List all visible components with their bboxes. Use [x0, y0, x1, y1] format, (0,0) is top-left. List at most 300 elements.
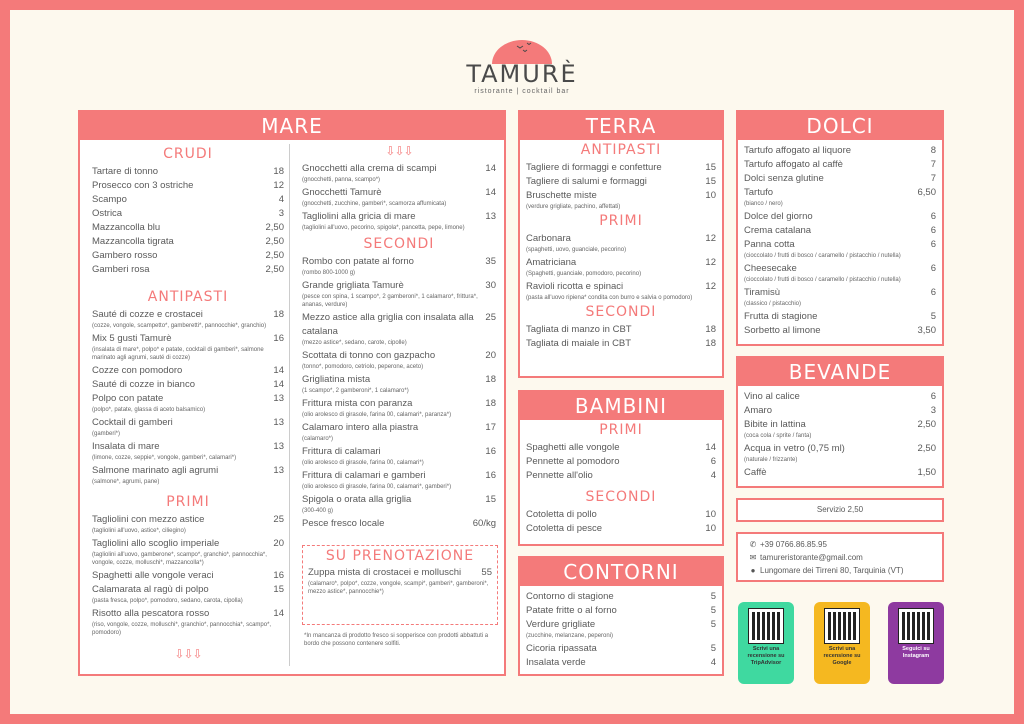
menu-item [92, 249, 284, 263]
item-price: 6 [930, 239, 936, 250]
contact-phone-row[interactable] [746, 538, 934, 551]
item-description: (spaghetti, uovo, guanciale, pecorino) [526, 247, 627, 253]
item-name: Tagliere di salumi e formaggi [526, 176, 647, 187]
item-price: 6 [710, 456, 716, 467]
location-pin-icon: ● [750, 566, 756, 575]
menu-item [526, 469, 716, 483]
contorni-list [520, 586, 722, 670]
prenotazione-heading: SU PRENOTAZIONE [325, 548, 475, 564]
menu-item [302, 186, 496, 200]
item-name: Risotto alla pescatora rosso [92, 608, 210, 619]
item-price: 12 [705, 281, 716, 292]
item-price: 6 [930, 287, 936, 298]
item-name: Amatriciana [526, 257, 577, 268]
menu-item [526, 232, 716, 246]
menu-item [92, 207, 284, 221]
primi-heading: PRIMI [166, 494, 210, 510]
item-name: Amaro [744, 405, 772, 416]
menu-item [302, 373, 496, 387]
item-name: Grande grigliata Tamurè [302, 280, 404, 291]
menu-item [92, 464, 284, 478]
item-price: 16 [273, 570, 284, 581]
item-price: 18 [485, 398, 496, 409]
menu-item [744, 310, 936, 324]
item-name: Cozze con pomodoro [92, 365, 183, 376]
menu-item [744, 418, 936, 432]
item-price: 16 [485, 446, 496, 457]
terra-primi-list [526, 232, 716, 302]
mare-col-left [92, 144, 284, 661]
item-price: 7 [930, 173, 936, 184]
terra-primi-heading: PRIMI [599, 213, 643, 229]
menu-item [526, 189, 716, 203]
item-price: 6 [930, 211, 936, 222]
bevande-list [738, 386, 942, 480]
item-name: Patate fritte o al forno [526, 605, 617, 616]
item-description: (zucchine, melanzane, peperoni) [526, 633, 614, 639]
brand-name: TAMURÈ [466, 60, 578, 88]
item-name: Calamaro intero alla piastra [302, 422, 419, 433]
menu-item [302, 279, 496, 293]
bambini-panel [518, 390, 724, 546]
item-price: 6 [930, 391, 936, 402]
item-price: 6,50 [917, 187, 936, 198]
menu-item [302, 493, 496, 507]
item-price: 2,50 [917, 443, 936, 454]
menu-item [302, 517, 496, 531]
item-price: 6 [930, 225, 936, 236]
item-name: Frittura mista con paranza [302, 398, 413, 409]
terra-antipasti-heading: ANTIPASTI [580, 142, 662, 158]
contact-phone: +39 0766.86.85.95 [760, 540, 827, 549]
item-name: Cicoria ripassata [526, 643, 597, 654]
menu-item [92, 193, 284, 207]
crudi-heading: CRUDI [163, 146, 213, 162]
item-price: 20 [485, 350, 496, 361]
qr-code-icon [899, 609, 933, 643]
menu-item [744, 186, 936, 200]
menu-item [526, 441, 716, 455]
menu-item [744, 172, 936, 186]
item-name: Contorno di stagione [526, 591, 614, 602]
item-name: Pennette al pomodoro [526, 456, 620, 467]
allergen-note: *In mancanza di prodotto fresco si sopperisce con prodotti abbattuti a bordo che possono contenere solfiti. [304, 633, 489, 647]
item-name: Mix 5 gusti Tamurè [92, 333, 172, 344]
item-name: Tartufo affogato al caffè [744, 159, 843, 170]
item-name: Bibite in lattina [744, 419, 806, 430]
item-description: (tonno*, pomodoro, cetriolo, peperone, aceto) [302, 364, 424, 370]
item-price: 2,50 [265, 264, 284, 275]
item-name: Sauté di cozze e crostacei [92, 309, 203, 320]
menu-item [744, 158, 936, 172]
item-price: 13 [273, 393, 284, 404]
item-price: 1,50 [917, 467, 936, 478]
menu-item [744, 404, 936, 418]
item-description: (insalata di mare*, polpo* e patate, cocktail di gamberi*, salmone marinato agli agrumi, sauté di cozze) [92, 347, 264, 361]
terra-antipasti-list [526, 161, 716, 211]
menu-item [92, 537, 284, 551]
continue-arrows-icon: ⇩⇩⇩ [174, 647, 202, 661]
menu-item [92, 221, 284, 235]
menu-item [526, 280, 716, 294]
menu-item [92, 416, 284, 430]
menu-item [302, 397, 496, 411]
menu-item [92, 332, 284, 346]
menu-item [92, 607, 284, 621]
prenotazione-box [302, 545, 498, 625]
menu-item [744, 262, 936, 276]
menu-item [744, 286, 936, 300]
menu-item [92, 583, 284, 597]
dolci-panel [736, 110, 944, 346]
item-price: 60/kg [472, 518, 496, 529]
item-description: (gnocchetti, panna, scampo*) [302, 177, 381, 183]
item-name: Spigola o orata alla griglia [302, 494, 412, 505]
item-description: (coca cola / sprite / fanta) [744, 433, 812, 439]
mare-col-right [302, 144, 496, 531]
menu-item [526, 642, 716, 656]
item-name: Cheesecake [744, 263, 797, 274]
secondi-list [302, 255, 496, 531]
item-name: Mezzo astice alla griglia con insalata alla catalana [302, 312, 474, 337]
item-name: Verdure grigliate [526, 619, 596, 630]
item-description: (Spaghetti, guanciale, pomodoro, pecorino) [526, 271, 642, 277]
item-description: (calamaro*) [302, 436, 334, 442]
item-name: Grigliatina mista [302, 374, 371, 385]
item-price: 4 [710, 470, 716, 481]
item-name: Prosecco con 3 ostriche [92, 180, 194, 191]
item-description: (riso, vongole, cozze, molluschi*, granchio*, pannocchia*, scampo*, pomodoro) [92, 622, 272, 636]
bambini-title: BAMBINI [520, 392, 722, 420]
item-name: Cocktail di gamberi [92, 417, 173, 428]
terra-secondi-heading: SECONDI [585, 304, 657, 320]
item-name: Crema catalana [744, 225, 812, 236]
item-name: Cotoletta di pollo [526, 509, 597, 520]
item-name: Sauté di cozze in bianco [92, 379, 195, 390]
item-price: 25 [273, 514, 284, 525]
menu-item [744, 144, 936, 158]
item-name: Gnocchetti Tamurè [302, 187, 382, 198]
dolci-title: DOLCI [738, 112, 942, 140]
menu-item [526, 508, 716, 522]
brand-tagline: ristorante | cocktail bar [474, 88, 570, 95]
item-name: Calamarata al ragù di polpo [92, 584, 209, 595]
item-price: 5 [710, 619, 716, 630]
item-name: Ravioli ricotta e spinaci [526, 281, 624, 292]
item-description: (tagliolini all'uovo, pecorino, spigola*, pancetta, pepe, limone) [302, 225, 465, 231]
mail-icon: ✉ [749, 553, 757, 562]
menu-item [526, 337, 716, 351]
item-description: (olio arolesco di girasole, farina 00, calamari*, gamberi*) [302, 484, 452, 490]
menu-item [744, 224, 936, 238]
item-name: Scottata di tonno con gazpacho [302, 350, 436, 361]
item-description: (1 scampo*, 2 gamberoni*, 1 calamaro*) [302, 388, 409, 394]
item-price: 14 [705, 442, 716, 453]
menu-item [92, 235, 284, 249]
item-price: 15 [705, 162, 716, 173]
item-price: 17 [485, 422, 496, 433]
item-price: 3 [278, 208, 284, 219]
item-description: (salmone*, agrumi, pane) [92, 479, 160, 485]
item-description: (tagliolini all'uovo, astice*, ciliegino) [92, 528, 186, 534]
bambini-secondi-list [526, 508, 716, 536]
item-price: 12 [705, 257, 716, 268]
item-price: 14 [485, 163, 496, 174]
item-price: 5 [710, 591, 716, 602]
item-price: 25 [485, 312, 496, 323]
contact-email: tamureristorante@gmail.com [760, 553, 863, 562]
secondi-heading: SECONDI [363, 236, 435, 252]
contact-address: Lungomare dei Tirreni 80, Tarquinia (VT) [760, 566, 904, 575]
continued-arrows-icon: ⇩⇩⇩ [385, 144, 413, 158]
item-price: 16 [485, 470, 496, 481]
item-price: 13 [273, 441, 284, 452]
menu-item [92, 364, 284, 378]
item-price: 12 [705, 233, 716, 244]
item-price: 14 [273, 365, 284, 376]
item-description: (300-400 g) [302, 508, 334, 514]
menu-item [744, 210, 936, 224]
menu-sheet [10, 10, 1014, 714]
item-price: 5 [930, 311, 936, 322]
terra-panel [518, 110, 724, 378]
item-price: 35 [485, 256, 496, 267]
item-description: (rombo 800-1000 g) [302, 270, 356, 276]
item-description: (calamaro*, polpo*, cozze, vongole, scampi*, gamberi*, gamberoni*, mezzo astice*, pannocchie*) [308, 581, 489, 595]
phone-icon: ✆ [749, 540, 757, 549]
menu-item [526, 455, 716, 469]
item-name: Tagliata di maiale in CBT [526, 338, 632, 349]
item-name: Insalata di mare [92, 441, 160, 452]
item-name: Bruschette miste [526, 190, 597, 201]
item-price: 3,50 [917, 325, 936, 336]
item-description: (naturale / frizzante) [744, 457, 798, 463]
item-name: Insalata verde [526, 657, 586, 668]
terra-secondi-list [526, 323, 716, 351]
mare-panel [78, 110, 506, 676]
item-price: 7 [930, 159, 936, 170]
item-price: 5 [710, 605, 716, 616]
menu-item [744, 324, 936, 338]
menu-item [92, 440, 284, 454]
item-description: (olio arolesco di girasole, farina 00, calamari*, paranza*) [302, 412, 452, 418]
item-description: (pasta all'uovo ripiena* condita con burro e salvia o pomodoro) [526, 295, 693, 301]
menu-item [302, 311, 496, 339]
menu-item [92, 569, 284, 583]
item-name: Spaghetti alle vongole [526, 442, 620, 453]
item-price: 18 [273, 166, 284, 177]
item-name: Frittura di calamari [302, 446, 381, 457]
menu-item [526, 590, 716, 604]
menu-item [526, 522, 716, 536]
item-name: Caffè [744, 467, 767, 478]
menu-item [744, 466, 936, 480]
item-name: Frittura di calamari e gamberi [302, 470, 426, 481]
menu-item [92, 308, 284, 322]
item-price: 2,50 [265, 222, 284, 233]
item-name: Tartufo affogato al liquore [744, 145, 852, 156]
item-description: (tagliolini all'uovo, gamberone*, scampo*, granchio*, pannocchia*, vongole, cozze, molluschi*, mazzancolla*) [92, 552, 267, 566]
item-name: Gambero rosso [92, 250, 158, 261]
item-name: Mazzancolla tigrata [92, 236, 174, 247]
item-name: Mazzancolla blu [92, 222, 161, 233]
item-price: 10 [705, 190, 716, 201]
item-price: 5 [710, 643, 716, 654]
item-description: (gamberi*) [92, 431, 121, 437]
menu-item [92, 392, 284, 406]
menu-item [302, 162, 496, 176]
item-price: 30 [485, 280, 496, 291]
item-price: 2,50 [265, 250, 284, 261]
item-price: 2,50 [265, 236, 284, 247]
contorni-title: CONTORNI [520, 558, 722, 586]
item-name: Ostrica [92, 208, 123, 219]
item-description: (pesce con spina, 1 scampo*, 2 gamberoni*, 1 calamaro*, frittura*, ananas, verdure) [302, 294, 478, 308]
tripadvisor-qr-card[interactable] [738, 602, 794, 684]
instagram-qr-card[interactable] [888, 602, 944, 684]
item-price: 3 [930, 405, 936, 416]
item-description: (bianco / nero) [744, 201, 783, 207]
menu-item [302, 469, 496, 483]
menu-item [526, 656, 716, 670]
item-name: Scampo [92, 194, 127, 205]
item-price: 4 [710, 657, 716, 668]
contorni-panel [518, 556, 724, 676]
crudi-list [92, 165, 284, 277]
item-price: 6 [930, 263, 936, 274]
menu-item [302, 210, 496, 224]
menu-item [302, 349, 496, 363]
item-description: (polpo*, patate, glassa di aceto balsamico) [92, 407, 206, 413]
bevande-title: BEVANDE [738, 358, 942, 386]
item-price: 55 [481, 567, 492, 578]
qr-label: Scrivi una recensione su Google [823, 646, 861, 666]
contact-email-row[interactable] [746, 551, 934, 564]
item-name: Zuppa mista di crostacei e molluschi [308, 567, 462, 578]
menu-item [92, 165, 284, 179]
item-price: 18 [273, 309, 284, 320]
menu-item [302, 445, 496, 459]
mare-title: MARE [80, 112, 504, 140]
menu-item [526, 256, 716, 270]
item-price: 14 [273, 608, 284, 619]
item-price: 16 [273, 333, 284, 344]
item-name: Salmone marinato agli agrumi [92, 465, 219, 476]
dolci-list [738, 140, 942, 338]
item-description: (cioccolato / frutti di bosco / caramello / pistacchio / nutella) [744, 253, 901, 259]
menu-item [526, 323, 716, 337]
item-name: Carbonara [526, 233, 571, 244]
item-name: Polpo con patate [92, 393, 164, 404]
menu-item [526, 604, 716, 618]
item-name: Panna cotta [744, 239, 795, 250]
qr-label: Seguici su Instagram [902, 646, 930, 659]
item-price: 20 [273, 538, 284, 549]
item-name: Tagliata di manzo in CBT [526, 324, 632, 335]
bambini-primi-heading: PRIMI [599, 422, 643, 438]
item-name: Dolci senza glutine [744, 173, 824, 184]
item-price: 18 [705, 324, 716, 335]
google-qr-card[interactable] [814, 602, 870, 684]
menu-item [302, 421, 496, 435]
column-divider [289, 144, 290, 666]
bambini-secondi-heading: SECONDI [585, 489, 657, 505]
item-price: 18 [485, 374, 496, 385]
item-price: 10 [705, 509, 716, 520]
item-price: 12 [273, 180, 284, 191]
item-name: Gnocchetti alla crema di scampi [302, 163, 437, 174]
contact-box [736, 532, 944, 582]
item-price: 2,50 [917, 419, 936, 430]
item-name: Gamberi rosa [92, 264, 150, 275]
item-description: (pasta fresca, polpo*, pomodoro, sedano, carota, cipolla) [92, 598, 243, 604]
qr-code-icon [825, 609, 859, 643]
item-name: Cotoletta di pesce [526, 523, 603, 534]
item-name: Tagliolini con mezzo astice [92, 514, 205, 525]
contact-address-row [746, 564, 934, 577]
primi-continued-list [302, 162, 496, 232]
item-description: (gnocchetti, zucchine, gamberi*, scamorza affumicata) [302, 201, 447, 207]
item-price: 15 [705, 176, 716, 187]
item-price: 14 [485, 187, 496, 198]
item-description: (cozze, vongole, scampetto*, gamberetti*, pannocchie*, granchio) [92, 323, 267, 329]
terra-title: TERRA [520, 112, 722, 140]
item-price: 15 [273, 584, 284, 595]
menu-item [308, 566, 492, 580]
menu-item [92, 263, 284, 277]
bevande-panel [736, 356, 944, 488]
item-price: 10 [705, 523, 716, 534]
item-name: Dolce del giorno [744, 211, 813, 222]
item-name: Rombo con patate al forno [302, 256, 414, 267]
item-price: 13 [485, 211, 496, 222]
menu-item [92, 513, 284, 527]
menu-item [526, 175, 716, 189]
item-price: 13 [273, 465, 284, 476]
item-name: Tartare di tonno [92, 166, 159, 177]
item-price: 8 [930, 145, 936, 156]
item-name: Pesce fresco locale [302, 518, 385, 529]
item-name: Tagliere di formaggi e confetture [526, 162, 662, 173]
item-name: Frutta di stagione [744, 311, 818, 322]
menu-item [302, 255, 496, 269]
item-name: Vino al calice [744, 391, 800, 402]
item-price: 13 [273, 417, 284, 428]
item-name: Spaghetti alle vongole veraci [92, 570, 214, 581]
menu-item [92, 179, 284, 193]
menu-item [744, 238, 936, 252]
item-description: (limone, cozze, seppie*, vongole, gamberi*, calamari*) [92, 455, 237, 461]
item-description: (mezzo astice*, sedano, carote, cipolle) [302, 340, 407, 346]
primi-list [92, 513, 284, 637]
item-name: Tiramisù [744, 287, 781, 298]
brand-logo [442, 40, 602, 110]
menu-item [92, 378, 284, 392]
bambini-primi-list [526, 441, 716, 483]
item-name: Acqua in vetro (0,75 ml) [744, 443, 845, 454]
item-price: 14 [273, 379, 284, 390]
item-description: (cioccolato / frutti di bosco / caramello / pistacchio / nutella) [744, 277, 901, 283]
qr-code-icon [749, 609, 783, 643]
item-price: 15 [485, 494, 496, 505]
prenotazione-list [308, 566, 492, 596]
antipasti-list [92, 308, 284, 486]
servizio-box [736, 498, 944, 522]
item-name: Pennette all'olio [526, 470, 593, 481]
item-price: 4 [278, 194, 284, 205]
item-name: Tartufo [744, 187, 774, 198]
item-name: Tagliolini allo scoglio imperiale [92, 538, 220, 549]
